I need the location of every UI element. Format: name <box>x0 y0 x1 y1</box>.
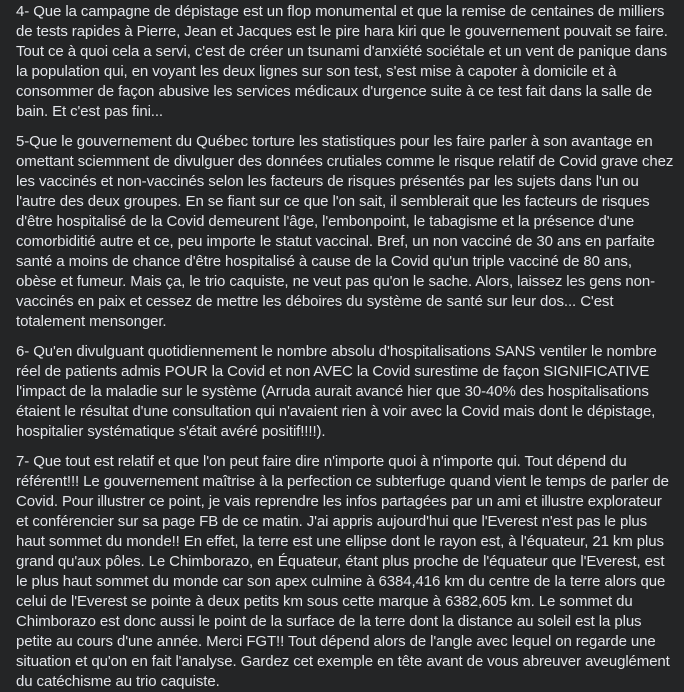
post-paragraph-5: 5-Que le gouvernement du Québec torture les statistiques pour les faire parler à son avantage en omettant sciemment de divulguer des données crutiales comme le risque relatif de Covid grave chez les vaccinés et non-vaccinés selon les facteurs de risques présentés par les sujets dans l'un ou l'autre des deux groupes. En se fiant sur ce que l'on sait, il semblerait que les facteurs de risques d'être hospitalisé de la Covid demeurent l'âge, l'embonpoint, le tabagisme et la présence d'une comorbiditié autre et ce, peu importe le statut vaccinal. Bref, un non vacciné de 30 ans en parfaite santé a moins de chance d'être hospitalisé à cause de la Covid qu'un triple vacciné de 80 ans, obèse et fumeur. Mais ça, le trio caquiste, ne veut pas qu'on le sache. Alors, laissez les gens non-vaccinés en paix et cessez de mettre les déboires du système de santé sur leur dos... C'est totalement mensonger. <box>16 133 674 330</box>
post-paragraph-7: 7- Que tout est relatif et que l'on peut faire dire n'importe quoi à n'importe qui. Tout dépend du référent!!! Le gouvernement maîtrise à la perfection ce subterfuge quand vient le temps de parler de Covid. Pour illustrer ce point, je vais reprendre les infos partagées par un ami et illustre explorateur et conférencier sur sa page FB de ce matin. J'ai appris aujourd'hui que l'Everest n'est pas le plus haut sommet du monde!! En effet, la terre est une ellipse dont le rayon est, à l'équateur, 21 km plus grand qu'aux pôles. Le Chimborazo, en Équateur, étant plus proche de l'équateur que l'Everest, est le plus haut sommet du monde car son apex culmine à 6384,416 km du centre de la terre alors que celui de l'Everest se pointe à deux petits km sous cette marque à 6382,605 km. Le sommet du Chimborazo est donc aussi le point de la surface de la terre dont la distance au soleil est la plus petite au cours d'une année. Merci FGT!! Tout dépend alors de l'angle avec lequel on regarde une situation et qu'on en fait l'analyse. Gardez cet exemple en tête avant de vous abreuver aveuglément du catéchisme au trio caquiste. <box>16 453 670 690</box>
post-paragraph-4: 4- Que la campagne de dépistage est un flop monumental et que la remise de centaines de milliers de tests rapides à Pierre, Jean et Jacques est le pire hara kiri que le gouvernement pouvait se faire. Tout ce à quoi cela a servi, c'est de créer un tsunami d'anxiété sociétale et un vent de panique dans la population qui, en voyant les deux lignes sur son test, s'est mise à capoter à domicile et à consommer de façon abusive les services médicaux d'urgence suite à ce test fait dans la salle de bain. Et c'est pas fini... <box>16 3 668 120</box>
post-paragraph-6: 6- Qu'en divulguant quotidiennement le nombre absolu d'hospitalisations SANS ventiler le nombre réel de patients admis POUR la Covid et non AVEC la Covid surestime de façon SIGNIFICATIVE l'impact de la maladie sur le système (Arruda aurait avancé hier que 30-40% des hospitalisations étaient le résultat d'une consultation qui n'avaient rien à voir avec la Covid mais dont le dépistage, hospitalier systématique s'était avéré positif!!!!). <box>16 343 657 440</box>
